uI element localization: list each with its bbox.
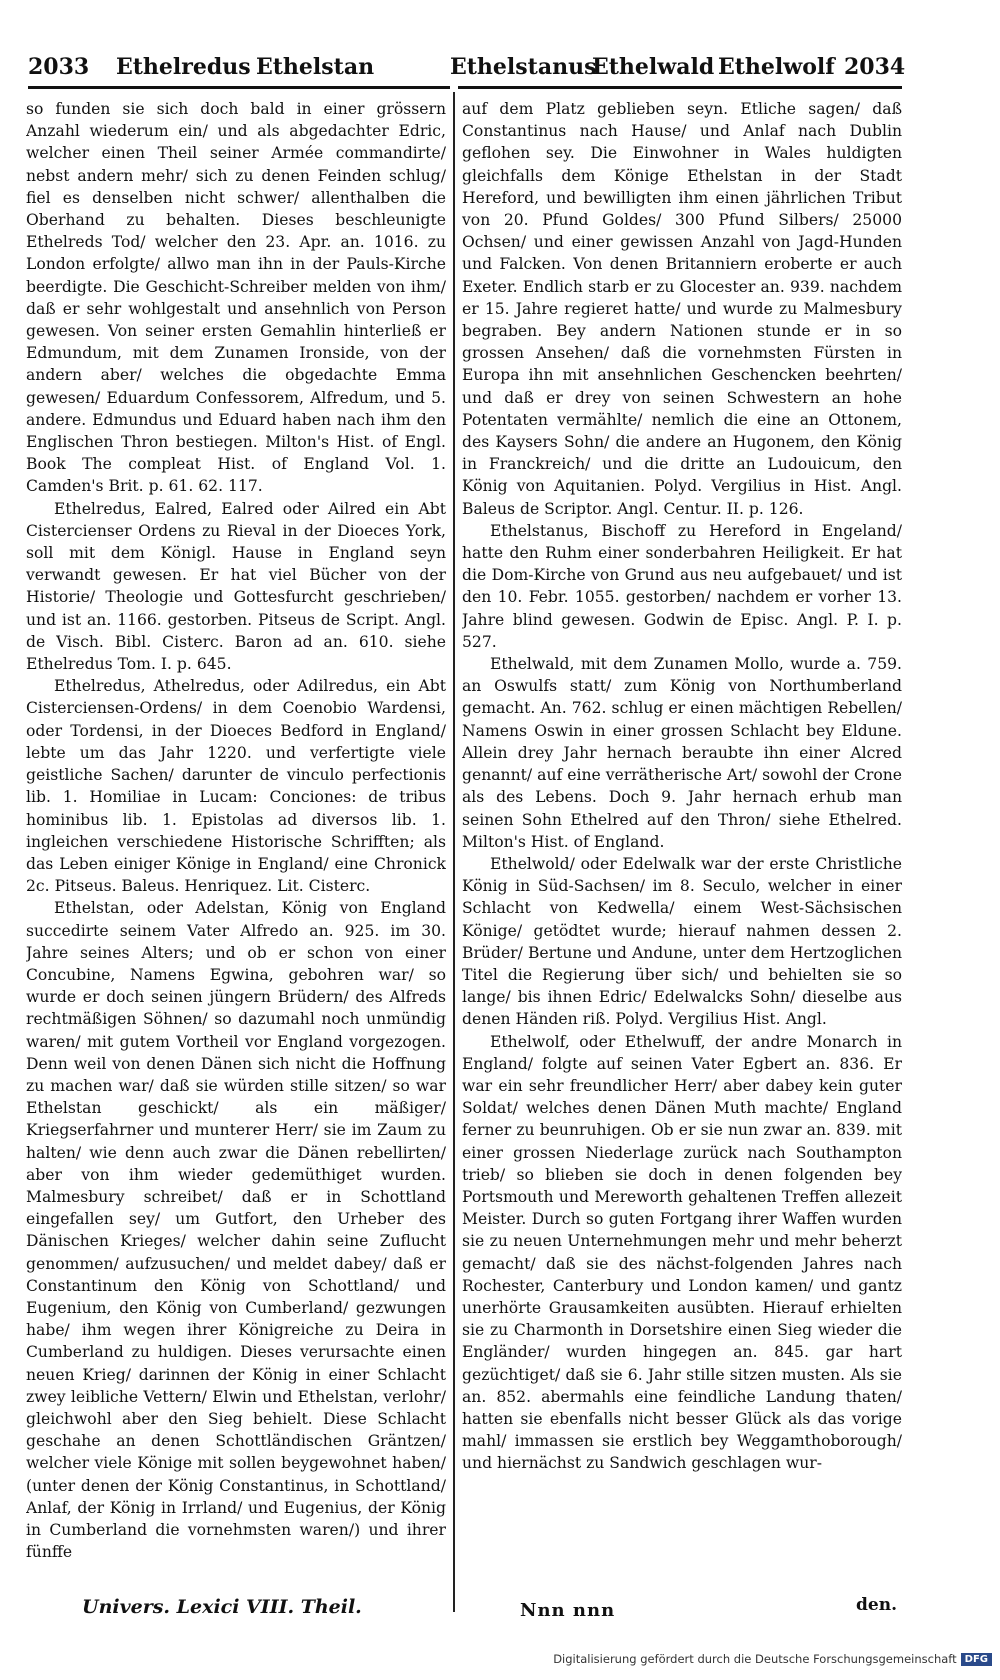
column-divider xyxy=(453,92,455,1612)
right-column xyxy=(462,98,902,1598)
header-rule-right xyxy=(458,86,902,89)
article-paragraph: Ethelwolf, oder Ethelwuff, der andre Monarch in England/ folgte auf seinen Vater Egbert an. 836. Er war ein sehr freundlicher Herr/ aber dabey kein guter Soldat/ welches denen Dänen Muth machte/ England ferner zu beunruhigen. Ob er sie nun zwar an. 839. mit einer grossen Niederlage zurück nach Southampton trieb/ so blieben sie doch in denen folgenden bey Portsmouth und Mereworth gehaltenen Treffen allezeit Meister. Durch so guten Fortgang ihrer Waffen wurden sie zu neuen Unternehmungen mehr und mehr beherzt gemacht/ daß sie des nächst-folgenden Jahres nach Rochester, Canterbury und London kamen/ und gantz unerhörte Grausamkeiten ausübten. Hierauf erhielten sie zu Charmonth in Dorsetshire einen Sieg wieder die Engländer/ wurden hingegen an. 845. gar hart gezüchtiget/ daß sie 6. Jahr stille sitzen musten. Als sie an. 852. abermahls eine feindliche Landung thaten/ hatten sie ebenfalls nicht besser Glück als das vorige mahl/ immassen sie erstlich bey Weggamthoborough/ und hiernächst zu Sandwich geschlagen wur- xyxy=(462,1032,902,1473)
right-keyword-3: Ethelwolf xyxy=(718,54,835,80)
header-rule-left xyxy=(28,86,450,89)
digitization-credit xyxy=(553,1652,992,1666)
right-page-number: 2034 xyxy=(844,54,906,80)
left-keyword-1: Ethelredus xyxy=(116,54,251,80)
dfg-logo: DFG xyxy=(961,1653,992,1666)
right-keyword-1: Ethelstanus xyxy=(450,54,597,80)
right-keyword-2: Ethelwald xyxy=(592,54,715,80)
catchword: den. xyxy=(856,1595,897,1615)
running-header xyxy=(28,48,906,90)
article-paragraph: Ethelwald, mit dem Zunamen Mollo, wurde a. 759. an Oswulfs statt/ zum König von Northumberland gemacht. An. 762. schlug er einen mächtigen Rebellen/ Namens Oswin in einer grossen Schlacht bey Eldune. Allein drey Jahr hernach beraubte ihn einer Alcred genannt/ auf eine verrätherische Art/ sowohl der Crone als des Lebens. Doch 9. Jahr hernach erhub man seinen Sohn Ethelred auf den Thron/ siehe Ethelred. Milton's Hist. of England. xyxy=(462,655,902,851)
left-page-number: 2033 xyxy=(28,54,90,80)
article-paragraph: Ethelwold/ oder Edelwalk war der erste Christliche König in Süd-Sachsen/ im 8. Seculo, welcher in einer Schlacht von Kedwella/ einem West-Sächsischen Könige/ getödtet wurde; hierauf nahmen dessen 2. Brüder/ Bertune und Andune, unter dem Hertzoglichen Titel die Regierung über sich/ und behielten sie so lange/ bis ihnen Edric/ Edelwalcks Sohn/ dieselbe aus denen Händen riß. Polyd. Vergilius Hist. Angl. xyxy=(462,854,902,1029)
left-column xyxy=(26,98,446,1598)
article-paragraph: Ethelstanus, Bischoff zu Hereford in Engeland/ hatte den Ruhm einer sonderbahren Heiligkeit. Er hat die Dom-Kirche von Grund aus neu aufgebauet/ und ist den 10. Febr. 1055. gestorben/ nachdem er vorher 13. Jahre blind gewesen. Godwin de Episc. Angl. P. I. p. 527. xyxy=(462,521,902,651)
article-paragraph: so funden sie sich doch bald in einer grössern Anzahl wiederum ein/ und als abgedachter Edric, welcher einen Theil seiner Armée commandirte/ nebst andern mehr/ sich zu denen Feinden schlug/ fiel es denselben nicht schwer/ allenthalben die Oberhand zu behalten. Dieses beschleunigte Ethelreds Tod/ welcher den 23. Apr. an. 1016. zu London erfolgte/ allwo man ihn in der Pauls-Kirche beerdigte. Die Geschicht-Schreiber melden von ihm/ daß er sehr wohlgestalt und ansehnlich von Person gewesen. Von seiner ersten Gemahlin hinterließ er Edmundum, mit dem Zunamen Ironside, von der andern aber/ welches die obgedachte Emma gewesen/ Eduardum Confessorem, Alfredum, und 5. andere. Edmundus und Eduard haben nach ihm den Englischen Thron bestiegen. Milton's Hist. of Engl. Book The compleat Hist. of England Vol. 1. Camden's Brit. p. 61. 62. 117. xyxy=(26,100,446,496)
article-paragraph: auf dem Platz geblieben seyn. Etliche sagen/ daß Constantinus nach Hause/ und Anlaf nach Dublin geflohen sey. Die Einwohner in Wales huldigten gleichfalls dem Könige Ethelstan in der Stadt Hereford, und bewilligten ihm einen jährlichen Tribut von 20. Pfund Goldes/ 300 Pfund Silbers/ 25000 Ochsen/ und einer gewissen Anzahl von Jagd-Hunden und Falcken. Von denen Britanniern eroberte er auch Exeter. Endlich starb er zu Glocester an. 939. nachdem er 15. Jahre regieret hatte/ und wurde zu Malmesbury begraben. Bey andern Nationen stunde er in so grossen Ansehen/ daß die vornehmsten Fürsten in Europa ihn mit ansehnlichen Geschencken beehrten/ und daß er drey von seinen Schwestern an hohe Potentaten vermählte/ nemlich die eine an Ottonem, des Kaysers Sohn/ die andere an Hugonem, den König in Franckreich/ und die dritte an Ludouicum, den König von Aquitanien. Polyd. Vergilius in Hist. Angl. Baleus de Scriptor. Angl. Centur. II. p. 126. xyxy=(462,100,902,518)
credit-text: Digitalisierung gefördert durch die Deutsche Forschungsgemeinschaft xyxy=(553,1652,957,1666)
footer-title: Univers. Lexici VIII. Theil. xyxy=(82,1596,362,1618)
signature-mark: Nnn nnn xyxy=(520,1600,616,1621)
left-keyword-2: Ethelstan xyxy=(256,54,375,80)
article-paragraph: Ethelredus, Ealred, Ealred oder Ailred ein Abt Cistercienser Ordens zu Rieval in der Dioeces York, soll mit dem Königl. Hause in England seyn verwandt gewesen. Er hat viel Bücher von der Historie/ Theologie und Gottesfurcht geschrieben/ und ist an. 1166. gestorben. Pitseus de Script. Angl. de Visch. Bibl. Cisterc. Baron ad an. 610. siehe Ethelredus Tom. I. p. 645. xyxy=(26,499,446,674)
article-paragraph: Ethelredus, Athelredus, oder Adilredus, ein Abt Cisterciensen-Ordens/ in dem Coenobio Wardensi, oder Tordensi, in der Dioeces Bedford in England/ lebte um das Jahr 1220. und verfertigte viele geistliche Sachen/ darunter de vinculo perfectionis lib. 1. Homiliae in Lucam: Conciones: de tribus hominibus lib. 1. Epistolas ad diversos lib. 1. ingleichen verschiedene Historische Schrifften; als das Leben einiger Könige in England/ eine Chronick 2c. Pitseus. Baleus. Henriquez. Lit. Cisterc. xyxy=(26,677,446,896)
article-paragraph: Ethelstan, oder Adelstan, König von England succedirte seinem Vater Alfredo an. 925. im 30. Jahre seines Alters; und ob er schon von einer Concubine, Namens Egwina, gebohren war/ so wurde er doch seinen jüngern Brüdern/ des Alfreds rechtmäßigen Söhnen/ so dazumahl noch unmündig waren/ mit gutem Vortheil vor England vorgezogen. Denn weil von denen Dänen sich nicht die Hoffnung zu machen war/ daß sie würden stille sitzen/ so war Ethelstan geschickt/ als ein mäßiger/ Kriegserfahrner und munterer Herr/ sie im Zaum zu halten/ wie denn auch zwar die Dänen rebellirten/ aber von ihm wieder gedemüthiget wurden. Malmesbury schreibet/ daß er in Schottland eingefallen sey/ um Gutfort, den Urheber des Dänischen Krieges/ welcher dahin seine Zuflucht genommen/ aufzusuchen/ und meldet dabey/ daß er Constantinum den König von Schottland/ und Eugenium, den König von Cumberland/ gezwungen habe/ ihm wegen ihrer Königreiche zu Deira in Cumberland zu huldigen. Dieses verursachte einen neuen Krieg/ darinnen der König in einer Schlacht zwey leibliche Vettern/ Elwin und Ethelstan, verlohr/ gleichwohl aber den Sieg behielt. Diese Schlacht geschahe an denen Schottländischen Gräntzen/ welcher viele Könige mit sollen beygewohnet haben/ (unter denen der König Constantinus, in Schottland/ Anlaf, der König in Irrland/ und Eugenius, der König in Cumberland die vornehmsten waren/) und ihrer fünffe xyxy=(26,899,446,1562)
